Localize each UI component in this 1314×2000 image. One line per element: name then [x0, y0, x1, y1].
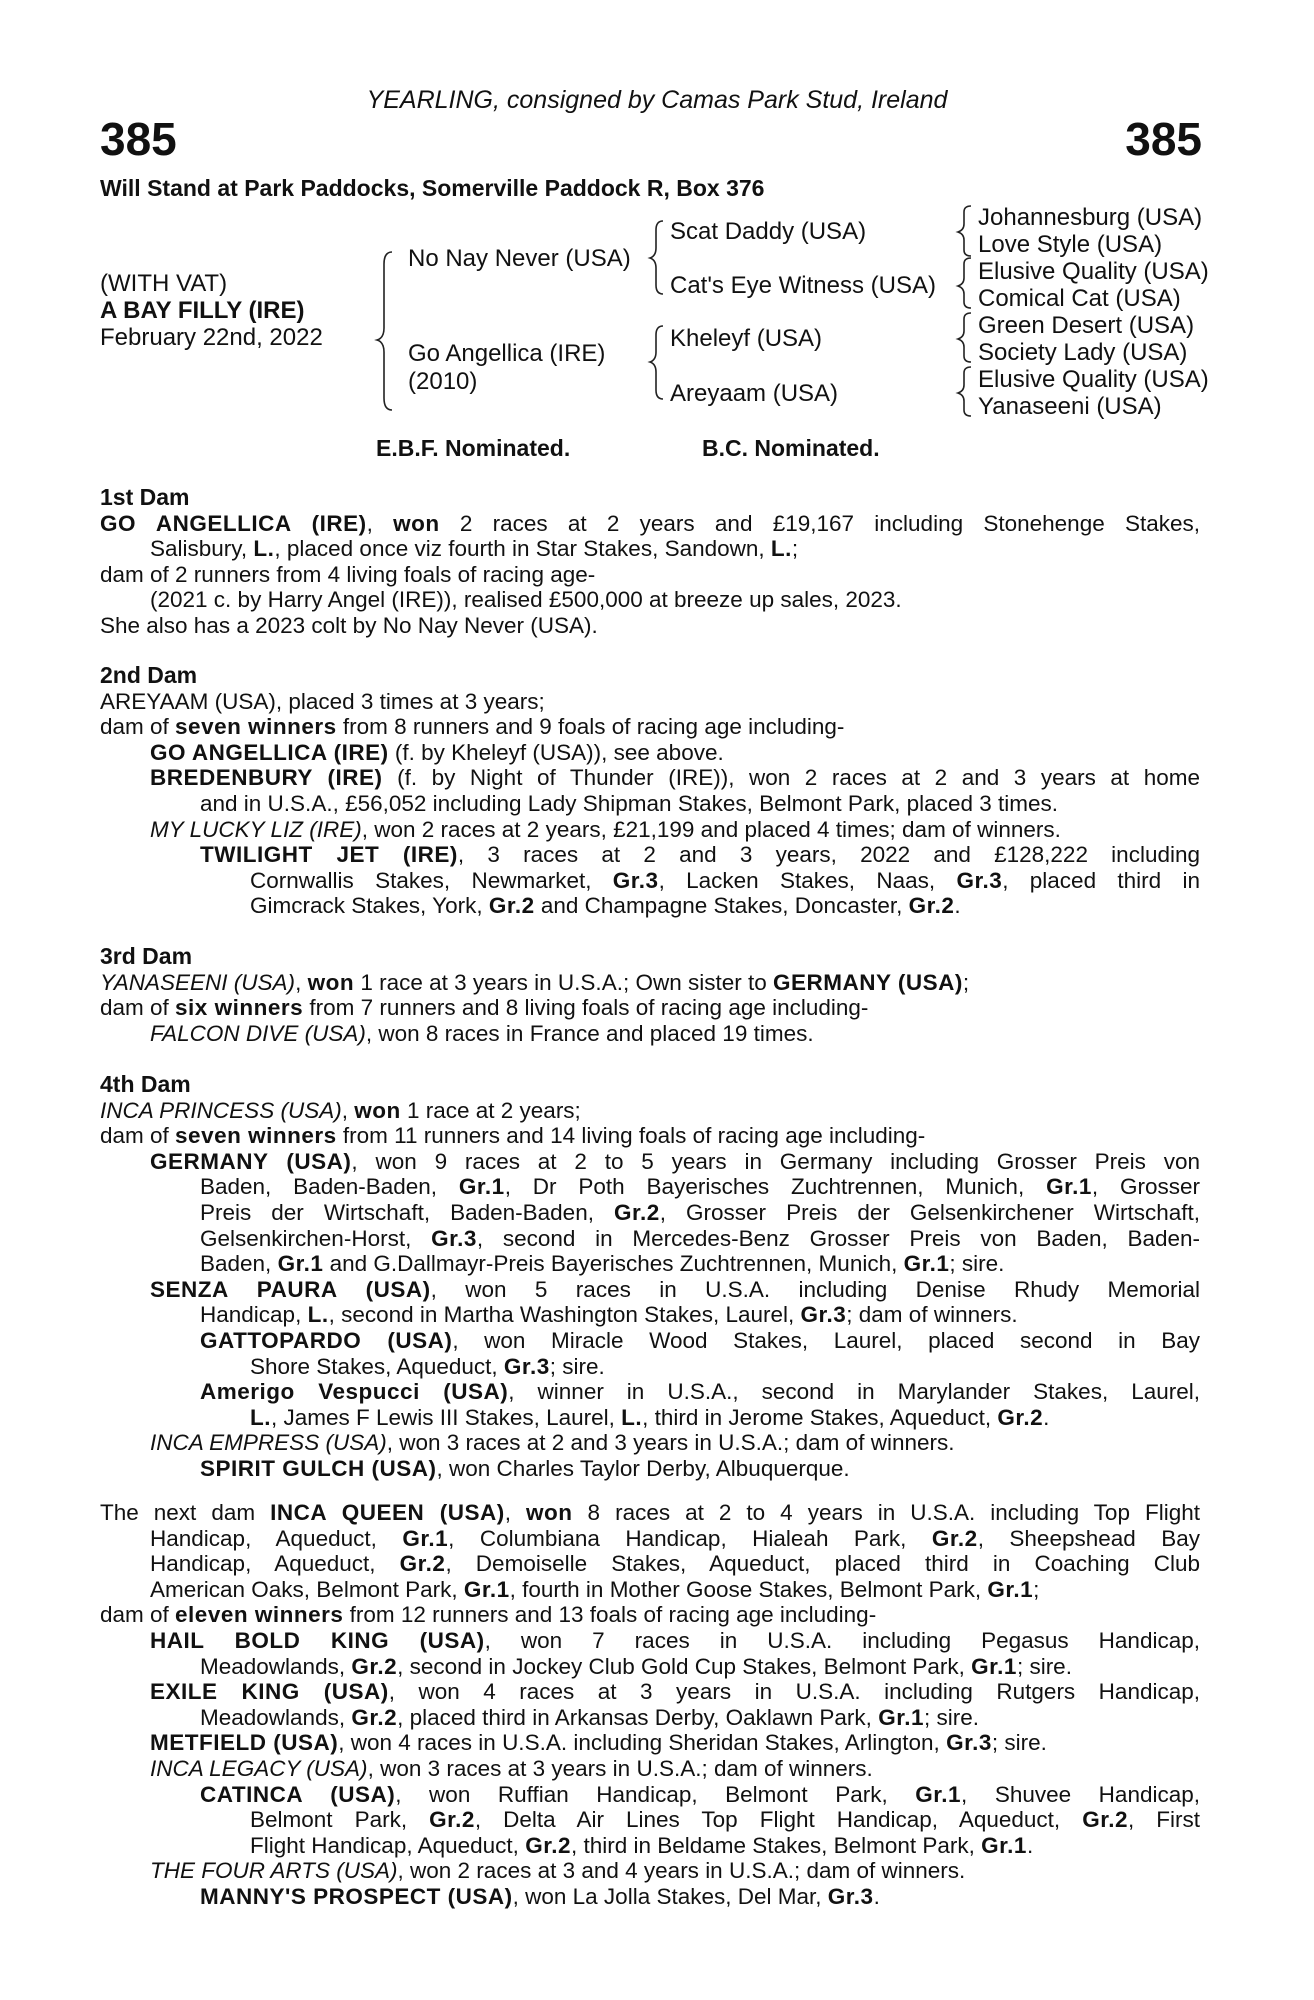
- text-line: GERMANY (USA), won 9 races at 2 to 5 years in Germany including Grosser Preis von: [150, 1148, 1201, 1174]
- text-line: dam of eleven winners from 12 runners and 13 foals of racing age including-: [100, 1602, 877, 1628]
- text-line: She also has a 2023 colt by No Nay Never (USA).: [100, 612, 598, 638]
- text-line: METFIELD (USA), won 4 races in U.S.A. including Sheridan Stakes, Arlington, Gr.3; sire.: [150, 1730, 1047, 1756]
- lot-number-left: 385: [100, 113, 177, 165]
- second-dam-section: [100, 663, 1200, 919]
- third-dam-section: [100, 944, 1200, 1046]
- text-line: BREDENBURY (IRE) (f. by Night of Thunder (IRE)), won 2 races at 2 and 3 years at home: [150, 765, 1200, 791]
- text-line: GO ANGELLICA (IRE) (f. by Kheleyf (USA)), see above.: [150, 739, 724, 765]
- first-dam-section: [100, 485, 1200, 639]
- pedigree-sire: No Nay Never (USA): [408, 245, 631, 272]
- text-line: MANNY'S PROSPECT (USA), won La Jolla Stakes, Del Mar, Gr.3.: [200, 1883, 880, 1909]
- text-line: dam of 2 runners from 4 living foals of racing age-: [100, 561, 596, 587]
- stand-location: Will Stand at Park Paddocks, Somerville Paddock R, Box 376: [100, 175, 765, 201]
- text-line: Meadowlands, Gr.2, placed third in Arkansas Derby, Oaklawn Park, Gr.1; sire.: [200, 1704, 979, 1730]
- text-line: YANASEENI (USA), won 1 race at 3 years in U.S.A.; Own sister to GERMANY (USA);: [100, 969, 970, 995]
- pedigree-g2: Love Style (USA): [978, 231, 1163, 258]
- text-line: Handicap, L., second in Martha Washington Stakes, Laurel, Gr.3; dam of winners.: [200, 1302, 1018, 1328]
- text-line: GATTOPARDO (USA), won Miracle Wood Stakes, Laurel, placed second in Bay: [200, 1327, 1200, 1353]
- vat-note: (WITH VAT): [100, 270, 228, 297]
- bc-nomination: B.C. Nominated.: [702, 435, 880, 461]
- pedigree-g4: Comical Cat (USA): [978, 285, 1181, 312]
- section-heading: 1st Dam: [100, 484, 190, 510]
- text-line: MY LUCKY LIZ (IRE), won 2 races at 2 years, £21,199 and placed 4 times; dam of winners.: [150, 816, 1061, 842]
- text-line: Preis der Wirtschaft, Baden-Baden, Gr.2, Grosser Preis der Gelsenkirchener Wirtschaft,: [200, 1199, 1200, 1225]
- pedigree-dam-year: (2010): [408, 368, 478, 395]
- text-line: Shore Stakes, Aqueduct, Gr.3; sire.: [250, 1353, 605, 1379]
- pedigree-g8: Yanaseeni (USA): [978, 393, 1162, 420]
- pedigree-dam: Go Angellica (IRE): [408, 340, 606, 367]
- text-line: EXILE KING (USA), won 4 races at 3 years in U.S.A. including Rutgers Handicap,: [150, 1679, 1200, 1705]
- pedigree-g3: Elusive Quality (USA): [978, 258, 1209, 285]
- text-line: Meadowlands, Gr.2, second in Jockey Club Gold Cup Stakes, Belmont Park, Gr.1; sire.: [200, 1653, 1072, 1679]
- text-line: L., James F Lewis III Stakes, Laurel, L., third in Jerome Stakes, Aqueduct, Gr.2.: [250, 1404, 1050, 1430]
- text-line: Belmont Park, Gr.2, Delta Air Lines Top Flight Handicap, Aqueduct, Gr.2, First: [250, 1807, 1200, 1833]
- pedigree-dam-dam: Areyaam (USA): [670, 380, 839, 407]
- section-heading: 4th Dam: [100, 1071, 191, 1097]
- text-line: (2021 c. by Harry Angel (IRE)), realised £500,000 at breeze up sales, 2023.: [150, 587, 902, 613]
- text-line: American Oaks, Belmont Park, Gr.1, fourth in Mother Goose Stakes, Belmont Park, Gr.1;: [150, 1576, 1040, 1602]
- text-line: Salisbury, L., placed once viz fourth in Star Stakes, Sandown, L.;: [150, 536, 799, 562]
- text-line: HAIL BOLD KING (USA), won 7 races in U.S.A. including Pegasus Handicap,: [150, 1627, 1200, 1653]
- text-line: Handicap, Aqueduct, Gr.1, Columbiana Handicap, Hialeah Park, Gr.2, Sheepshead Bay: [150, 1525, 1201, 1551]
- ebf-nomination: E.B.F. Nominated.: [376, 435, 571, 461]
- text-line: Amerigo Vespucci (USA), winner in U.S.A., second in Marylander Stakes, Laurel,: [200, 1379, 1200, 1405]
- text-line: dam of seven winners from 11 runners and 14 living foals of racing age including-: [100, 1123, 926, 1149]
- text-line: CATINCA (USA), won Ruffian Handicap, Belmont Park, Gr.1, Shuvee Handicap,: [200, 1781, 1200, 1807]
- text-line: Gimcrack Stakes, York, Gr.2 and Champagne Stakes, Doncaster, Gr.2.: [250, 893, 961, 919]
- pedigree-sire-dam: Cat's Eye Witness (USA): [670, 272, 936, 299]
- text-line: GO ANGELLICA (IRE), won 2 races at 2 years and £19,167 including Stonehenge Stakes,: [100, 510, 1201, 536]
- text-line: Cornwallis Stakes, Newmarket, Gr.3, Lacken Stakes, Naas, Gr.3, placed third in: [250, 867, 1200, 893]
- text-line: Gelsenkirchen-Horst, Gr.3, second in Mercedes-Benz Grosser Preis von Baden, Baden-: [200, 1225, 1201, 1251]
- lot-number-right: 385: [1125, 113, 1202, 165]
- text-line: Baden, Baden-Baden, Gr.1, Dr Poth Bayerisches Zuchtrennen, Munich, Gr.1, Grosser: [200, 1174, 1200, 1200]
- text-line: The next dam INCA QUEEN (USA), won 8 races at 2 to 4 years in U.S.A. including Top Flight: [100, 1500, 1200, 1525]
- text-line: AREYAAM (USA), placed 3 times at 3 years;: [100, 688, 545, 714]
- pedigree-dam-sire: Kheleyf (USA): [670, 325, 823, 352]
- catalogue-header: YEARLING, consigned by Camas Park Stud, Ireland: [366, 86, 948, 114]
- pedigree-g1: Johannesburg (USA): [978, 204, 1203, 231]
- fourth-dam-section: [100, 1072, 1200, 1482]
- next-dam-section: [100, 1500, 1200, 1910]
- text-line: Handicap, Aqueduct, Gr.2, Demoiselle Stakes, Aqueduct, placed third in Coaching Club: [150, 1551, 1200, 1577]
- text-line: Baden, Gr.1 and G.Dallmayr-Preis Bayerisches Zuchtrennen, Munich, Gr.1; sire.: [200, 1251, 1005, 1277]
- text-line: Flight Handicap, Aqueduct, Gr.2, third in Beldame Stakes, Belmont Park, Gr.1.: [250, 1832, 1034, 1858]
- pedigree-g7: Elusive Quality (USA): [978, 366, 1209, 393]
- text-line: THE FOUR ARTS (USA), won 2 races at 3 and 4 years in U.S.A.; dam of winners.: [150, 1858, 966, 1884]
- text-line: TWILIGHT JET (IRE), 3 races at 2 and 3 years, 2022 and £128,222 including: [200, 842, 1200, 868]
- text-line: INCA LEGACY (USA), won 3 races at 3 years in U.S.A.; dam of winners.: [150, 1755, 873, 1781]
- text-line: INCA EMPRESS (USA), won 3 races at 2 and 3 years in U.S.A.; dam of winners.: [150, 1430, 955, 1456]
- text-line: FALCON DIVE (USA), won 8 races in France and placed 19 times.: [150, 1020, 814, 1046]
- pedigree-sire-sire: Scat Daddy (USA): [670, 218, 867, 245]
- text-line: INCA PRINCESS (USA), won 1 race at 2 years;: [100, 1097, 581, 1123]
- foaling-date: February 22nd, 2022: [100, 324, 323, 351]
- text-line: dam of seven winners from 8 runners and 9 foals of racing age including-: [100, 714, 845, 740]
- pedigree-g6: Society Lady (USA): [978, 339, 1188, 366]
- text-line: dam of six winners from 7 runners and 8 living foals of racing age including-: [100, 995, 869, 1021]
- section-heading: 3rd Dam: [100, 943, 193, 969]
- section-heading: 2nd Dam: [100, 662, 198, 688]
- text-line: and in U.S.A., £56,052 including Lady Shipman Stakes, Belmont Park, placed 3 times.: [200, 790, 1058, 816]
- text-line: SENZA PAURA (USA), won 5 races in U.S.A. including Denise Rhudy Memorial: [150, 1276, 1200, 1302]
- pedigree-g5: Green Desert (USA): [978, 312, 1195, 339]
- horse-name: A BAY FILLY (IRE): [100, 297, 305, 324]
- text-line: SPIRIT GULCH (USA), won Charles Taylor Derby, Albuquerque.: [200, 1455, 850, 1481]
